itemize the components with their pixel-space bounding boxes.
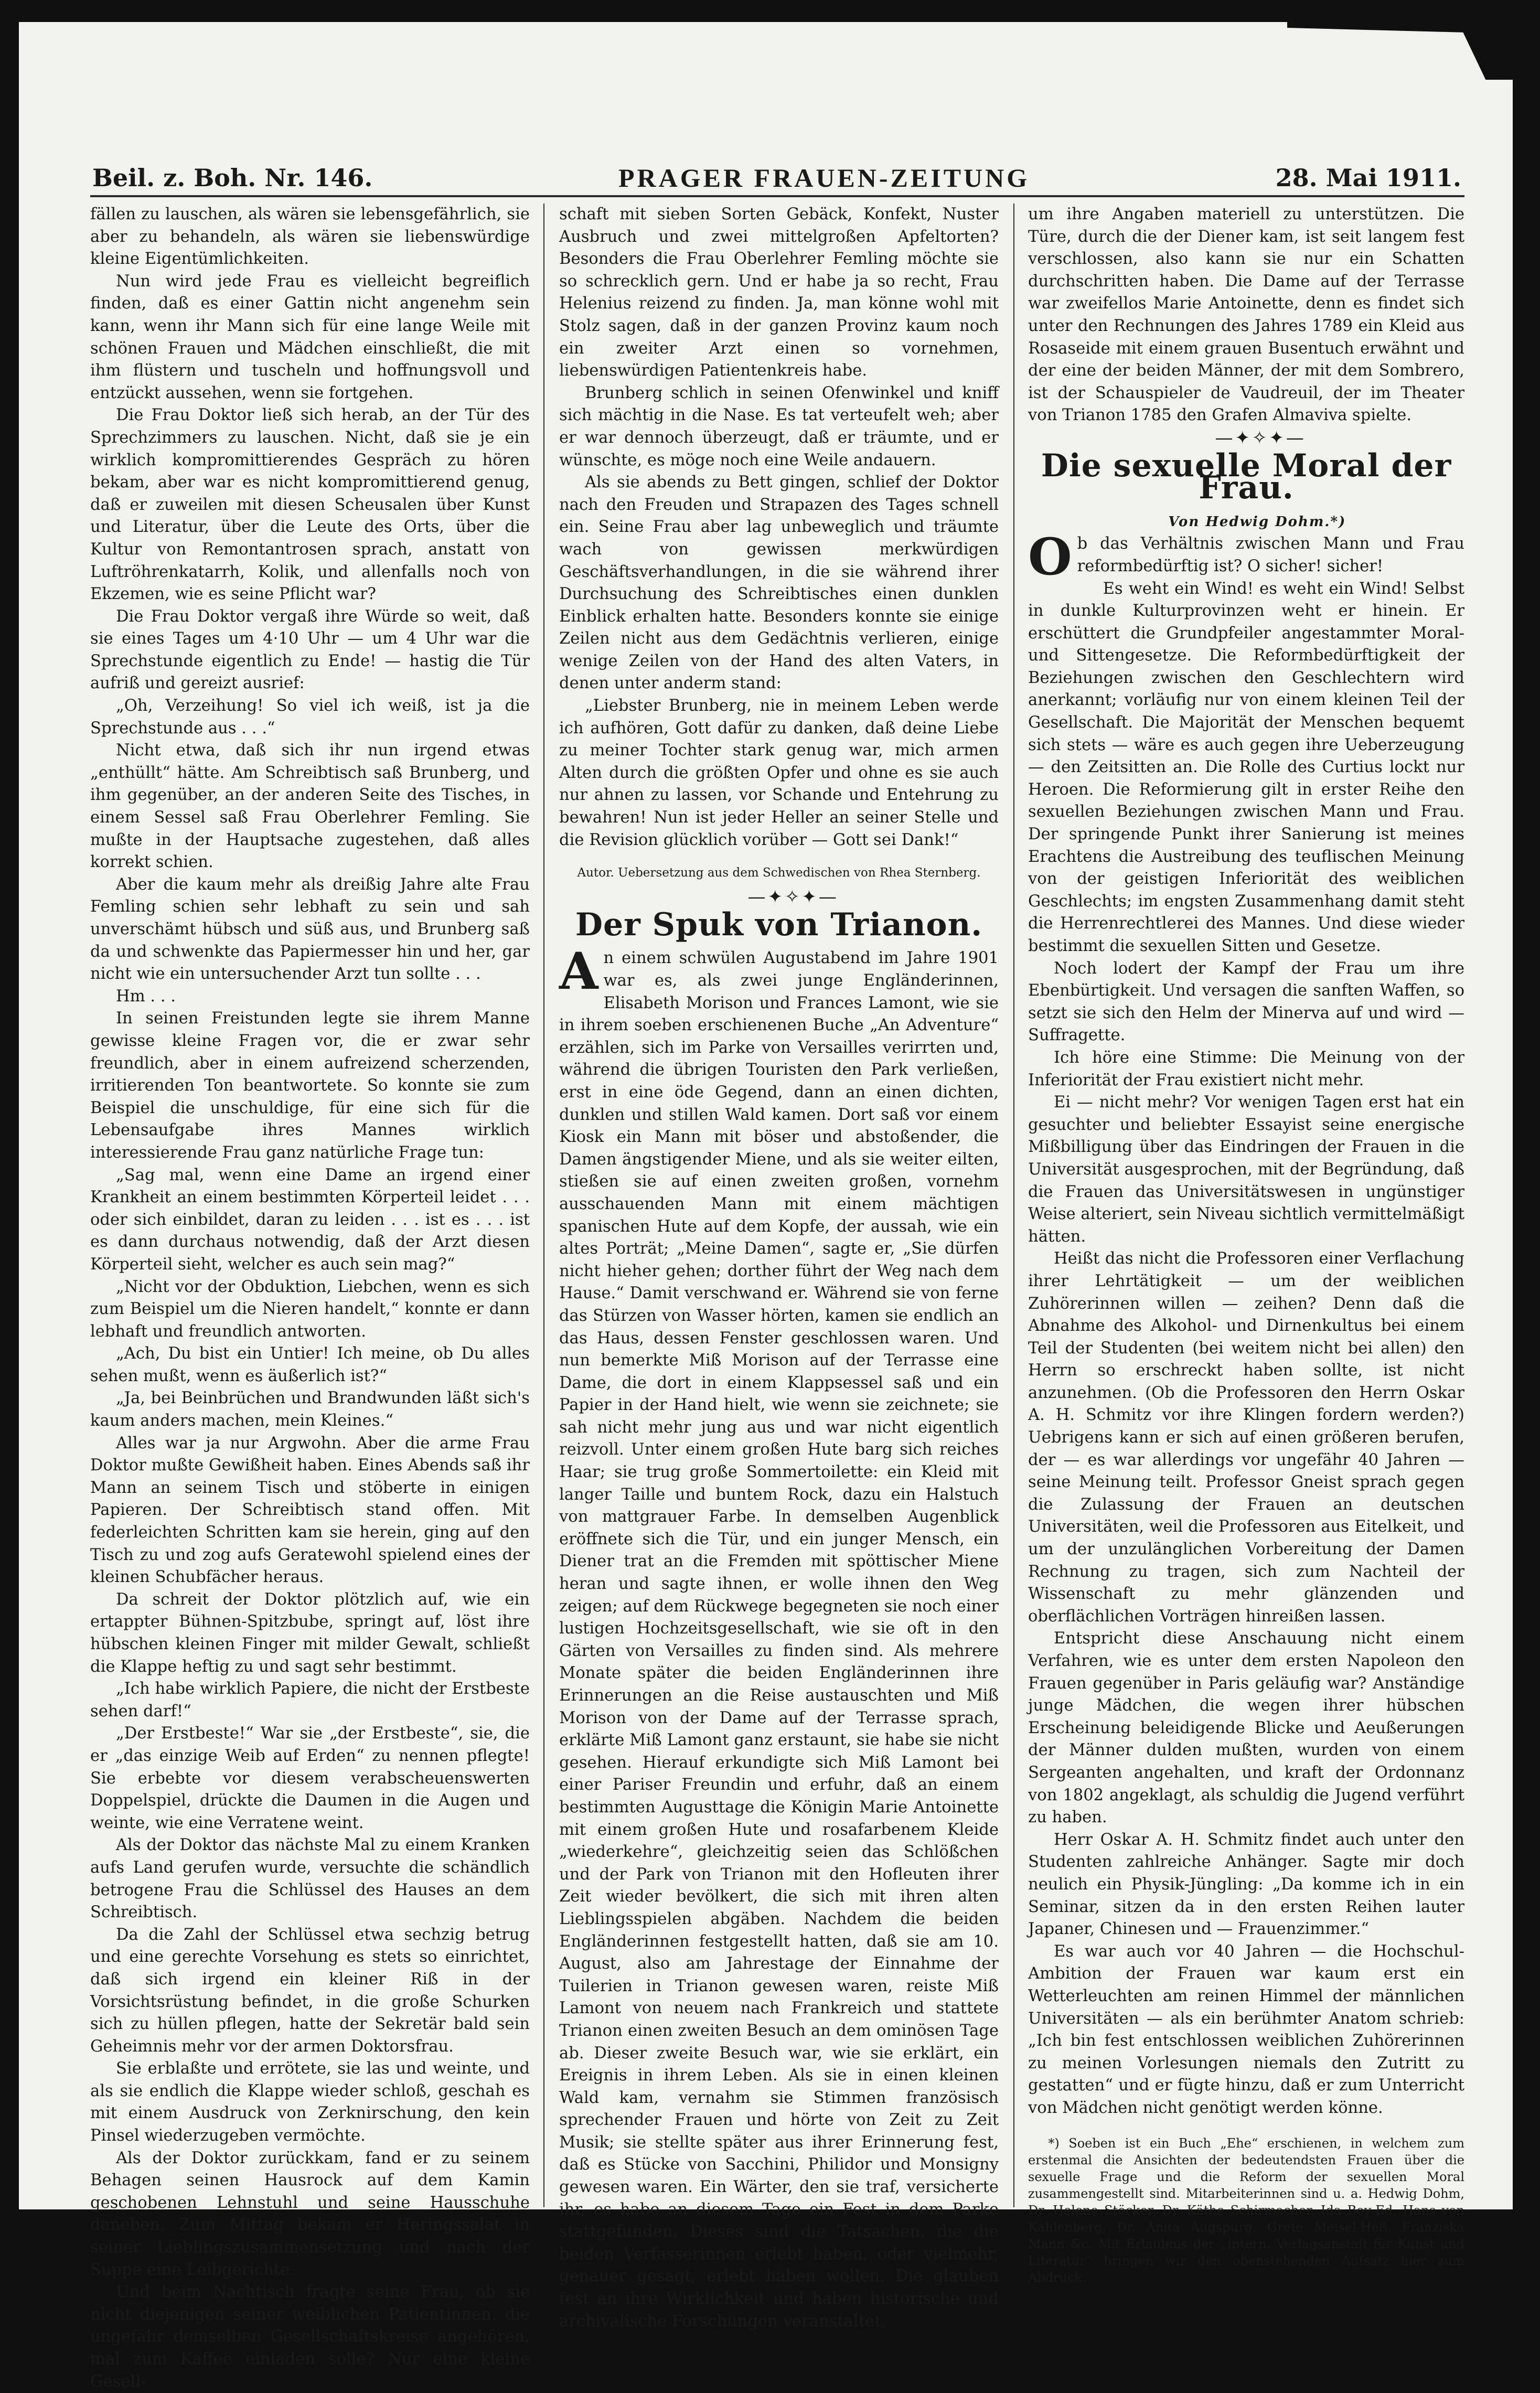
- spuk-body: [559, 942, 999, 2333]
- torn-corner: [1287, 22, 1513, 80]
- column-1: [90, 204, 530, 2391]
- paragraph: Ei — nicht mehr? Vor wenigen Tagen erst hat ein gesuchter und beliebter Essayist seine energische Mißbilligung über das Eindringen der Frauen in die Universität ausgesprochen, mit der Begründung, daß die Frauen das Universitätswesen in ungünstiger Weise alteriert, sein Niveau sichtlich vermittelmäßigt hätten.: [1028, 1093, 1464, 1246]
- story-continuation: [559, 204, 999, 851]
- paragraph: Ob das Verhältnis zwischen Mann und Frau reformbedürftig ist? O sicher! sicher!: [1028, 527, 1464, 587]
- paragraph: Entspricht diese Anschauung nicht einem Verfahren, wie es unter dem ersten Napoleon den Frauen gegenüber in Paris geläufig war? Anständige junge Mädchen, die wegen ihrer hübschen Erscheinung beleidigende Blicke und Aeußerungen der Männer dulden mußten, wurden von einem Sergeanten angehalten, und kraft der Ordonnanz von 1802 angeklagt, als schuldig die Jugend verführt zu haben.: [1028, 1629, 1464, 1827]
- paragraph: Ich höre eine Stimme: Die Meinung von der Inferiorität der Frau existiert nicht mehr.: [1028, 1048, 1464, 1089]
- column-2: [559, 204, 999, 2331]
- newspaper-page: [19, 22, 1513, 2391]
- paragraph: In seinen Freistunden legte sie ihrem Manne gewisse kleine Fragen vor, die er zwar sehr freundlich, aber in einem aufreizend scherzenden, irritierenden Ton beantwortete. So konnte sie zum Beispiel die unschuldige, für eine sich für die Lebensaufgabe ihres Mannes wirklich interessierende Frau ganz natürliche Frage tun:: [90, 1009, 530, 1162]
- ornament-divider: —✦✧✦—: [1215, 427, 1306, 448]
- paragraph: Die Frau Doktor ließ sich herab, an der Tür des Sprechzimmers zu lauschen. Nicht, daß sie je ein wirklich kompromittierendes Gespräch zu hören bekam, aber war es nicht kompromittierend genug, daß er zuweilen mit diesen Scheusalen über Kunst und Literatur, über die Leute des Orts, über die Kultur von Remontantrosen sprach, anstatt von Luftröhrenkatarrh, Kolik, und allenfalls noch von Ekzemen, wie es seine Pflicht war?: [90, 406, 530, 604]
- paragraph: um ihre Angaben materiell zu unterstützen. Die Türe, durch die der Diener kam, ist seit langem fest verschlossen, also kann sie nur ein Schatten durchschritten haben. Die Dame auf der Terrasse war zweifellos Marie Antoinette, denn es findet sich unter den Rechnungen des Jahres 1789 ein Kleid aus Rosaseide mit einem grauen Busentuch erwähnt und der eine der beiden Männer, der mit dem Sombrero, ist der Schauspieler de Vaudreuil, der im Theater von Trianon 1785 den Grafen Almaviva spielte.: [1028, 205, 1464, 425]
- moral-body: [1028, 527, 1464, 2119]
- paragraph: „Liebster Brunberg, nie in meinem Leben werde ich aufhören, Gott dafür zu danken, daß deine Liebe zu meiner Tochter stark genug war, mich armen Alten durch die größten Opfer und ohne es sie auch nur ahnen zu lassen, vor Schande und Entehrung zu bewahren! Nun ist jeder Heller an seiner Stelle und die Revision glücklich vorüber — Gott sei Dank!“: [559, 697, 999, 849]
- paragraph: Als sie abends zu Bett gingen, schlief der Doktor nach den Freuden und Strapazen des Tages schnell ein. Seine Frau aber lag unbeweglich und träumte wach von gewissen merkwürdigen Geschäftsverhandlungen, in die sie während ihrer Durchsuchung des Schreibtisches einen dunklen Einblick erhalten hatte. Besonders konnte sie einige Zeilen nicht aus dem Gedächtnis verlieren, einige wenige Zeilen von der Hand des alten Vaters, in denen unter anderm stand:: [559, 473, 999, 693]
- ornament-divider: —✦✧✦—: [747, 886, 839, 908]
- paragraph: „Ja, bei Beinbrüchen und Brandwunden läßt sich's kaum anders machen, mein Kleines.“: [90, 1389, 530, 1430]
- column-3: [1028, 204, 1464, 2285]
- paragraph: Es war auch vor 40 Jahren — die Hochschul-Ambition der Frauen war kaum erst ein Wetterleuchten am reinen Himmel der männlichen Universitäten — als ein berühmter Anatom schrieb: „Ich bin fest entschlossen weiblichen Zuhörerinnen zu meinen Vorlesungen niemals den Zutritt zu gestatten“ und er fügte hinzu, daß er zum Unterricht von Mädchen nicht genötigt werden könne.: [1028, 1942, 1464, 2117]
- paragraph: „Nicht vor der Obduktion, Liebchen, wenn es sich zum Beispiel um die Nieren handelt,“ konnte er dann lebhaft und freundlich antworten.: [90, 1277, 530, 1341]
- column-divider: [1013, 204, 1014, 2207]
- paragraph: Noch lodert der Kampf der Frau um ihre Ebenbürtigkeit. Und versagen die sanften Waffen, so setzt sie sich den Helm der Minerva auf und wird — Suffragette.: [1028, 959, 1464, 1045]
- article-title-moral: Die sexuelle Moral der Frau.: [1041, 447, 1452, 507]
- paragraph: fällen zu lauschen, als wären sie lebensgefährlich, sie aber zu behandeln, als wären sie liebenswürdige kleine Eigentümlichkeiten.: [90, 205, 530, 269]
- header-date: 28. Mai 1911.: [1275, 164, 1461, 192]
- paragraph: Als der Doktor zurückkam, fand er zu seinem Behagen seinen Hausrock auf dem Kamin geschobenen Lehnstuhl und seine Hausschuhe daneben. Zum Mittag bekam er Heringssalat in seiner Lieblingszusammensetzung und nach der Suppe eine Leibgerichte.: [90, 2149, 530, 2279]
- spuk-continuation: [1028, 204, 1464, 427]
- spuk-paragraph: n einem schwülen Augustabend im Jahre 1901 war es, als zwei junge Engländerinnen, Elisabeth Morison und Frances Lamont, wie sie in ihrem soeben erschienenen Buche „An Adventure“ erzählen, sich im Parke von Versailles verirrten und, während die übrigen Touristen den Park verließen, erst in eine öde Gegend, dann an einen dichten, dunklen und stillen Wald kamen. Dort saß vor einem Kiosk ein Mann mit böser und abstoßender, die Damen ängstigender Miene, und als sie weiter eilten, stießen sie auf einen zweiten großen, vornehm ausschauenden Mann mit einem mächtigen spanischen Hute auf dem Kopfe, der aussah, wie ein altes Porträt; „Meine Damen“, sagte er, „Sie dürfen nicht hieher gehen; dorther führt der Weg nach dem Hause.“ Damit verschwand er. Während sie von ferne das Stürzen von Wasser hörten, kamen sie endlich an das Haus, dessen Fenster geschlossen waren. Und nun bemerkte Miß Morison auf der Terrasse eine Dame, die dort in einem Klappsessel saß und ein Papier in der Hand hielt, wie wenn sie zeichnete; sie sah nicht mehr jung aus und war nicht eigentlich reizvoll. Unter einem großen Hute barg sich reiches Haar; sie trug große Sommertoilette: ein Kleid mit langer Taille und buntem Rock, dazu ein Halstuch von mattgrauer Farbe. In demselben Augenblick eröffnete sich die Tür, und ein junger Mensch, ein Diener trat an die Fremden mit spöttischer Miene heran und sagte ihnen, er wolle ihnen den Weg zeigen; auf dem Rückwege begegneten sie noch einer lustigen Hochzeitsgesellschaft, wie sie oft in den Gärten von Versailles zu finden sind. Als mehrere Monate später die beiden Engländerinnen ihre Erinnerungen an die Reise austauschten und Miß Morison von der Dame auf der Terrasse sprach, erklärte Miß Lamont ganz erstaunt, sie habe sie nicht gesehen. Hierauf erkundigte sich Miß Lamont bei einer Pariser Freundin und erfuhr, daß an einem bestimmten Augusttage die Königin Marie Antoinette mit einem großen Hute und rosafarbenem Kleide „wiederkehre“, gleichzeitig seien das Schlößchen und der Park von Trianon mit den Hofleuten ihrer Zeit wieder bevölkert, die sich mit ihren alten Lieblingsspielen abgäben. Nachdem die beiden Engländerinnen festgestellt hatten, daß sie am 10. August, also am Jahrestage der Einnahme der Tuilerien in Trianon gewesen waren, reiste Miß Lamont von neuem nach Frankreich und stattete Trianon einen zweiten Besuch an dem ominösen Tage ab. Dieser zweite Besuch war, wie sie erklärt, ein Ereignis in ihrem Leben. Als sie in einen kleinen Wald kam, vernahm sie Stimmen französisch sprechender Frauen und hörte von Zeit zu Zeit Musik; sie stellte später aus ihrer Erinnerung fest, daß es Stücke von Sacchini, Philidor und Monsigny gewesen waren. Ein Wärter, den sie traf, versicherte ihr, es habe an diesem Tage ein Fest in dem Parke stattgefunden. Dieses sind die Tatsachen, die die beiden Verfasserinnen erlebt haben, oder vielmehr, genauer gesagt, erlebt haben wollen. Die glauben fest an ihre Wirklichkeit und haben historische und archivalische Forschungen veranstaltet,: [559, 949, 999, 2331]
- paragraph: „Sag mal, wenn eine Dame an irgend einer Krankheit an einem bestimmten Körperteil leidet . . . oder sich einbildet, daran zu leiden . . . ist es . . . ist es dann durchaus notwendig, daß der Arzt diesen Körperteil sieht, welcher es auch sein mag?“: [90, 1166, 530, 1274]
- byline: Von Hedwig Dohm.*): [1168, 514, 1346, 530]
- dropcap: O: [1028, 527, 1072, 587]
- paragraph: Hm . . .: [115, 987, 176, 1006]
- paragraph: Da die Zahl der Schlüssel etwa sechzig betrug und eine gerechte Vorsehung es stets so einrichtet, daß sich irgend ein kleiner Riß in der Vorsichtsrüstung befindet, in die große Schurken sich zu hüllen pflegen, hatte der Sekretär bald sein Geheimnis mehr vor der armen Doktorsfrau.: [90, 1925, 530, 2056]
- paragraph: Heißt das nicht die Professoren einer Verflachung ihrer Lehrtätigkeit — um der weiblichen Zuhörerinnen willen — zeihen? Denn daß die Abnahme des Alkohol- und Dirnenkultus bei einem Teil der Studenten (bei weitem nicht bei allen) den Herrn so erschreckt haben sollte, ist nicht anzunehmen. (Ob die Professoren den Herrn Oskar A. H. Schmitz vor ihre Klingen fordern werden?) Uebrigens kann er sich auf einen größeren berufen, der — es war allerdings vor ungefähr 40 Jahren — seine Meinung teilt. Professor Gneist sprach gegen die Zulassung der Frauen an deutschen Universitäten, weil die Professoren aus Eitelkeit, und um der unzulänglichen Vorbereitung der Damen Rechnung zu tragen, sich zum Nachteil der Wissenschaft zu mehr glänzenden und oberflächlichen Vorträgen hinreißen lassen.: [1028, 1249, 1464, 1626]
- paragraph: schaft mit sieben Sorten Gebäck, Konfekt, Nuster Ausbruch und zwei mittelgroßen Apfeltorten? Besonders die Frau Oberlehrer Femling möchte sie so schrecklich gern. Und er habe ja so recht, Frau Helenius reizend zu finden. Ja, man könne wohl mit Stolz sagen, daß in der ganzen Provinz kaum noch ein zweiter Arzt einen so vornehmen, liebenswürdigen Patientenkreis habe.: [559, 205, 999, 380]
- paragraph: Herr Oskar A. H. Schmitz findet auch unter den Studenten zahlreiche Anhänger. Sagte mir doch neulich ein Physik-Jüngling: „Da komme ich in ein Seminar, sitzen da in den ersten Reihen lauter Japaner, Chinesen und — Frauenzimmer.“: [1028, 1830, 1464, 1939]
- paragraph: Die Frau Doktor vergaß ihre Würde so weit, daß sie eines Tages um 4·10 Uhr — um 4 Uhr war die Sprechstunde eigentlich zu Ende! — hastig die Tür aufriß und gereizt ausrief:: [90, 607, 530, 693]
- paragraph: Es weht ein Wind! es weht ein Wind! Selbst in dunkle Kulturprovinzen weht er hinein. Er erschüttert die Grundpfeiler angestammter Moral- und Sittengesetze. Die Reformbedürftigkeit der Beziehungen zwischen den Geschlechtern wird anerkannt; vorläufig nur von einem kleinen Teil der Gesellschaft. Die Majorität der Menschen bequemt sich stets — wäre es auch gegen ihre Ueberzeugung — den Zeitsitten an. Die Rolle des Curtius lockt nur Heroen. Die Reformierung gilt in erster Reihe den sexuellen Beziehungen zwischen Mann und Frau. Der springende Punkt ihrer Sanierung ist meines Erachtens die Austreibung des teuflischen Meinung von der geistigen Inferiorität des weiblichen Geschlechts; im engsten Zusammenhang damit steht die Herrenrechtlerei des Mannes. Und diese wieder bestimmt die sexuellen Sitten und Gesetze.: [1028, 579, 1464, 955]
- paragraph: Nicht etwa, daß sich ihr nun irgend etwas „enthüllt“ hätte. Am Schreibtisch saß Brunberg, und ihm gegenüber, an der anderen Seite des Tisches, in einem Sessel saß Frau Oberlehrer Femling. Sie mußte in der Hauptsache zugestehen, daß alles korrekt schien.: [90, 741, 530, 872]
- footnote: *) Soeben ist ein Buch „Ehe“ erschienen, in welchem zum erstenmal die Ansichten der bedeutendsten Frauen über die sexuelle Frage und die Reform der sexuellen Moral zusammengestellt sind. Mitarbeiterinnen sind u. a. Hedwig Dohm, Dr. Helene Stöcker, Dr. Käthe Schirmacher, Ida Boy-Ed, Hans von Kahlenberg, Dr. Anita Augspurg, Grete Meisel-Heß, Franziska Mann &c. Mit Erlaubnis der „Intern. Verlagsanstalt für Kunst und Literatur“ bringen wir den obenstehenden Aufsatz hier zum Abdruck.: [1028, 2136, 1464, 2285]
- column-divider: [543, 204, 544, 2207]
- dropcap: A: [559, 942, 598, 1001]
- article-title-spuk: Der Spuk von Trianon.: [575, 906, 983, 943]
- header-supplement: Beil. z. Boh. Nr. 146.: [92, 164, 373, 192]
- paragraph: Da schreit der Doktor plötzlich auf, wie ein ertappter Bühnen-Spitzbube, springt auf, löst ihre hübschen kleinen Finger mit milder Gewalt, schließt die Klappe heftig zu und sagt sehr bestimmt.: [90, 1590, 530, 1676]
- header-rule: [90, 195, 1464, 197]
- translator-credit: Autor. Uebersetzung aus dem Schwedischen von Rhea Sternberg.: [577, 866, 981, 880]
- page-header: [92, 159, 1461, 196]
- paragraph: Und beim Nachtisch fragte seine Frau, ob sie nicht diejenigen seiner weiblichen Patientinnen, die ungefähr demselben Gesellschaftskreise angehören, mal zum Kaffee einladen solle? Nur eine kleine Gesell-: [90, 2283, 530, 2391]
- paragraph: Nun wird jede Frau es vielleicht begreiflich finden, daß es einer Gattin nicht angenehm sein kann, wenn ihr Mann sich für eine lange Weile mit schönen Frauen und Mädchen einschließt, die mit ihm flüstern und tuscheln und hoffnungsvoll und entzückt aussehen, wenn sie fortgehen.: [90, 272, 530, 402]
- masthead: PRAGER FRAUEN-ZEITUNG: [618, 163, 1030, 193]
- paragraph: „Ach, Du bist ein Untier! Ich meine, ob Du alles sehen mußt, wenn es äußerlich ist?“: [90, 1344, 530, 1385]
- paragraph: Alles war ja nur Argwohn. Aber die arme Frau Doktor mußte Gewißheit haben. Eines Abends saß ihr Mann an seinem Tisch und stöberte in einigen Papieren. Der Schreibtisch stand offen. Mit federleichten Schritten kam sie herein, ging auf den Tisch zu und zog aufs Geratewohl spielend eines der kleinen Schubfächer heraus.: [90, 1434, 530, 1587]
- paragraph: „Ich habe wirklich Papiere, die nicht der Erstbeste sehen darf!“: [90, 1680, 530, 1721]
- paragraph: Sie erblaßte und errötete, sie las und weinte, und als sie endlich die Klappe wieder schloß, geschah es mit einem Ausdruck von Zerknirschung, den kein Pinsel wiederzugeben vermöchte.: [90, 2059, 530, 2145]
- paragraph: Als der Doktor das nächste Mal zu einem Kranken aufs Land gerufen wurde, versuchte die schändlich betrogene Frau die Schlüssel des Hauses an dem Schreibtisch.: [90, 1836, 530, 1922]
- paragraph: Aber die kaum mehr als dreißig Jahre alte Frau Femling schien sehr lebhaft zu sein und sah unverschämt hübsch und süß aus, und Brunberg saß da und schwenkte das Papiermesser hin und her, gar nicht wie ein untersuchender Arzt tun sollte . . .: [90, 875, 530, 984]
- paragraph: „Der Erstbeste!“ War sie „der Erstbeste“, sie, die er „das einzige Weib auf Erden“ zu nennen pflegte! Sie erbebte vor diesem verabscheuenswerten Doppelspiel, drückte die Daumen in die Augen und weinte, wie eine Verratene weint.: [90, 1724, 530, 1832]
- paragraph: „Oh, Verzeihung! So viel ich weiß, ist ja die Sprechstunde aus . . .“: [90, 697, 530, 738]
- paragraph: Brunberg schlich in seinen Ofenwinkel und kniff sich mächtig in die Nase. Es tat verteufelt weh; aber er war dennoch überzeugt, daß er träumte, und er wünschte, es möge noch eine Weile andauern.: [559, 383, 999, 469]
